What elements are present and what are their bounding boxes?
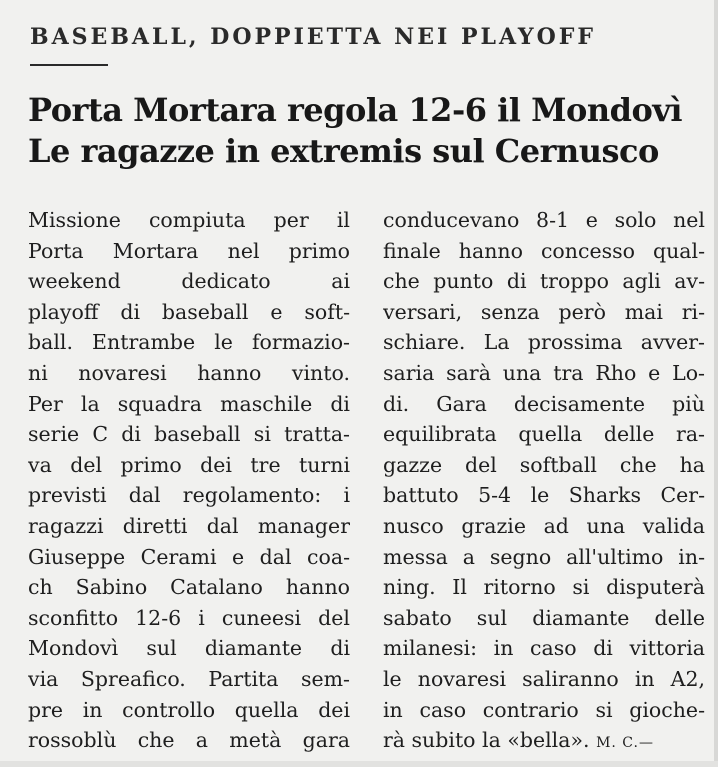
body-line: va del primo dei tre turni (28, 452, 350, 477)
headline-line: Le ragazze in extremis sul Cernusco (28, 132, 659, 170)
paper-edge (714, 0, 718, 767)
body-column-2 (383, 205, 705, 759)
body-line: messa a segno all'ultimo in- (383, 544, 705, 569)
body-line: milanesi: in caso di vittoria (383, 636, 705, 661)
body-line: weekend dedicato ai (28, 269, 350, 294)
body-line: ch Sabino Catalano hanno (28, 575, 350, 600)
body-line: ni novaresi hanno vinto. (28, 360, 350, 385)
body-line: che punto di troppo agli av- (383, 269, 705, 294)
body-line: Mondovì sul diamante di (28, 636, 350, 661)
body-line: previsti dal regolamento: i (28, 483, 350, 508)
body-line: finale hanno concesso qual- (383, 238, 705, 263)
body-line: via Spreafico. Partita sem- (28, 666, 350, 691)
body-line: versari, senza però mai ri- (383, 299, 705, 324)
paper-edge (0, 761, 718, 767)
body-line: ball. Entrambe le formazio- (28, 330, 350, 355)
body-line: conducevano 8-1 e solo nel (383, 208, 705, 232)
body-line: Giuseppe Cerami e dal coa- (28, 544, 350, 569)
body-line: playoff di baseball e soft- (28, 299, 350, 324)
body-line: ning. Il ritorno si disputerà (383, 575, 705, 600)
body-line: saria sarà una tra Rho e Lo- (383, 360, 705, 385)
body-column-1 (28, 205, 350, 756)
author-signature: M. C.— (596, 735, 654, 752)
body-line: sabato sul diamante delle (383, 605, 705, 630)
body-line: pre in controllo quella dei (28, 697, 350, 722)
section-kicker: BASEBALL, DOPPIETTA NEI PLAYOFF (30, 24, 597, 50)
body-line: gazze del softball che ha (383, 452, 705, 477)
body-line: schiare. La prossima avver- (383, 330, 705, 355)
body-line: Per la squadra maschile di (28, 391, 350, 416)
body-line: Missione compiuta per il (28, 208, 350, 232)
body-line: le novaresi saliranno in A2, (383, 666, 705, 691)
body-line: ragazzi diretti dal manager (28, 513, 350, 538)
body-line-with-signature (383, 725, 705, 759)
body-line: sconfitto 12-6 i cuneesi del (28, 605, 350, 630)
headline-line: Porta Mortara regola 12-6 il Mondovì (28, 91, 683, 129)
body-line: in caso contrario si giochе- (383, 697, 705, 722)
body-line: Porta Mortara nel primo (28, 238, 350, 263)
body-line: di. Gara decisamente più (383, 391, 705, 416)
body-line: rossoblù che a metà gara (28, 728, 350, 753)
body-line: serie C di baseball si tratta- (28, 422, 350, 447)
body-line: equilibrata quella delle ra- (383, 422, 705, 447)
kicker-rule (30, 64, 108, 66)
body-line: battuto 5-4 le Sharks Cer- (383, 483, 705, 508)
body-line: rà subito la «bella». (383, 728, 590, 753)
body-line: nusco grazie ad una valida (383, 513, 705, 538)
headline (28, 90, 708, 172)
